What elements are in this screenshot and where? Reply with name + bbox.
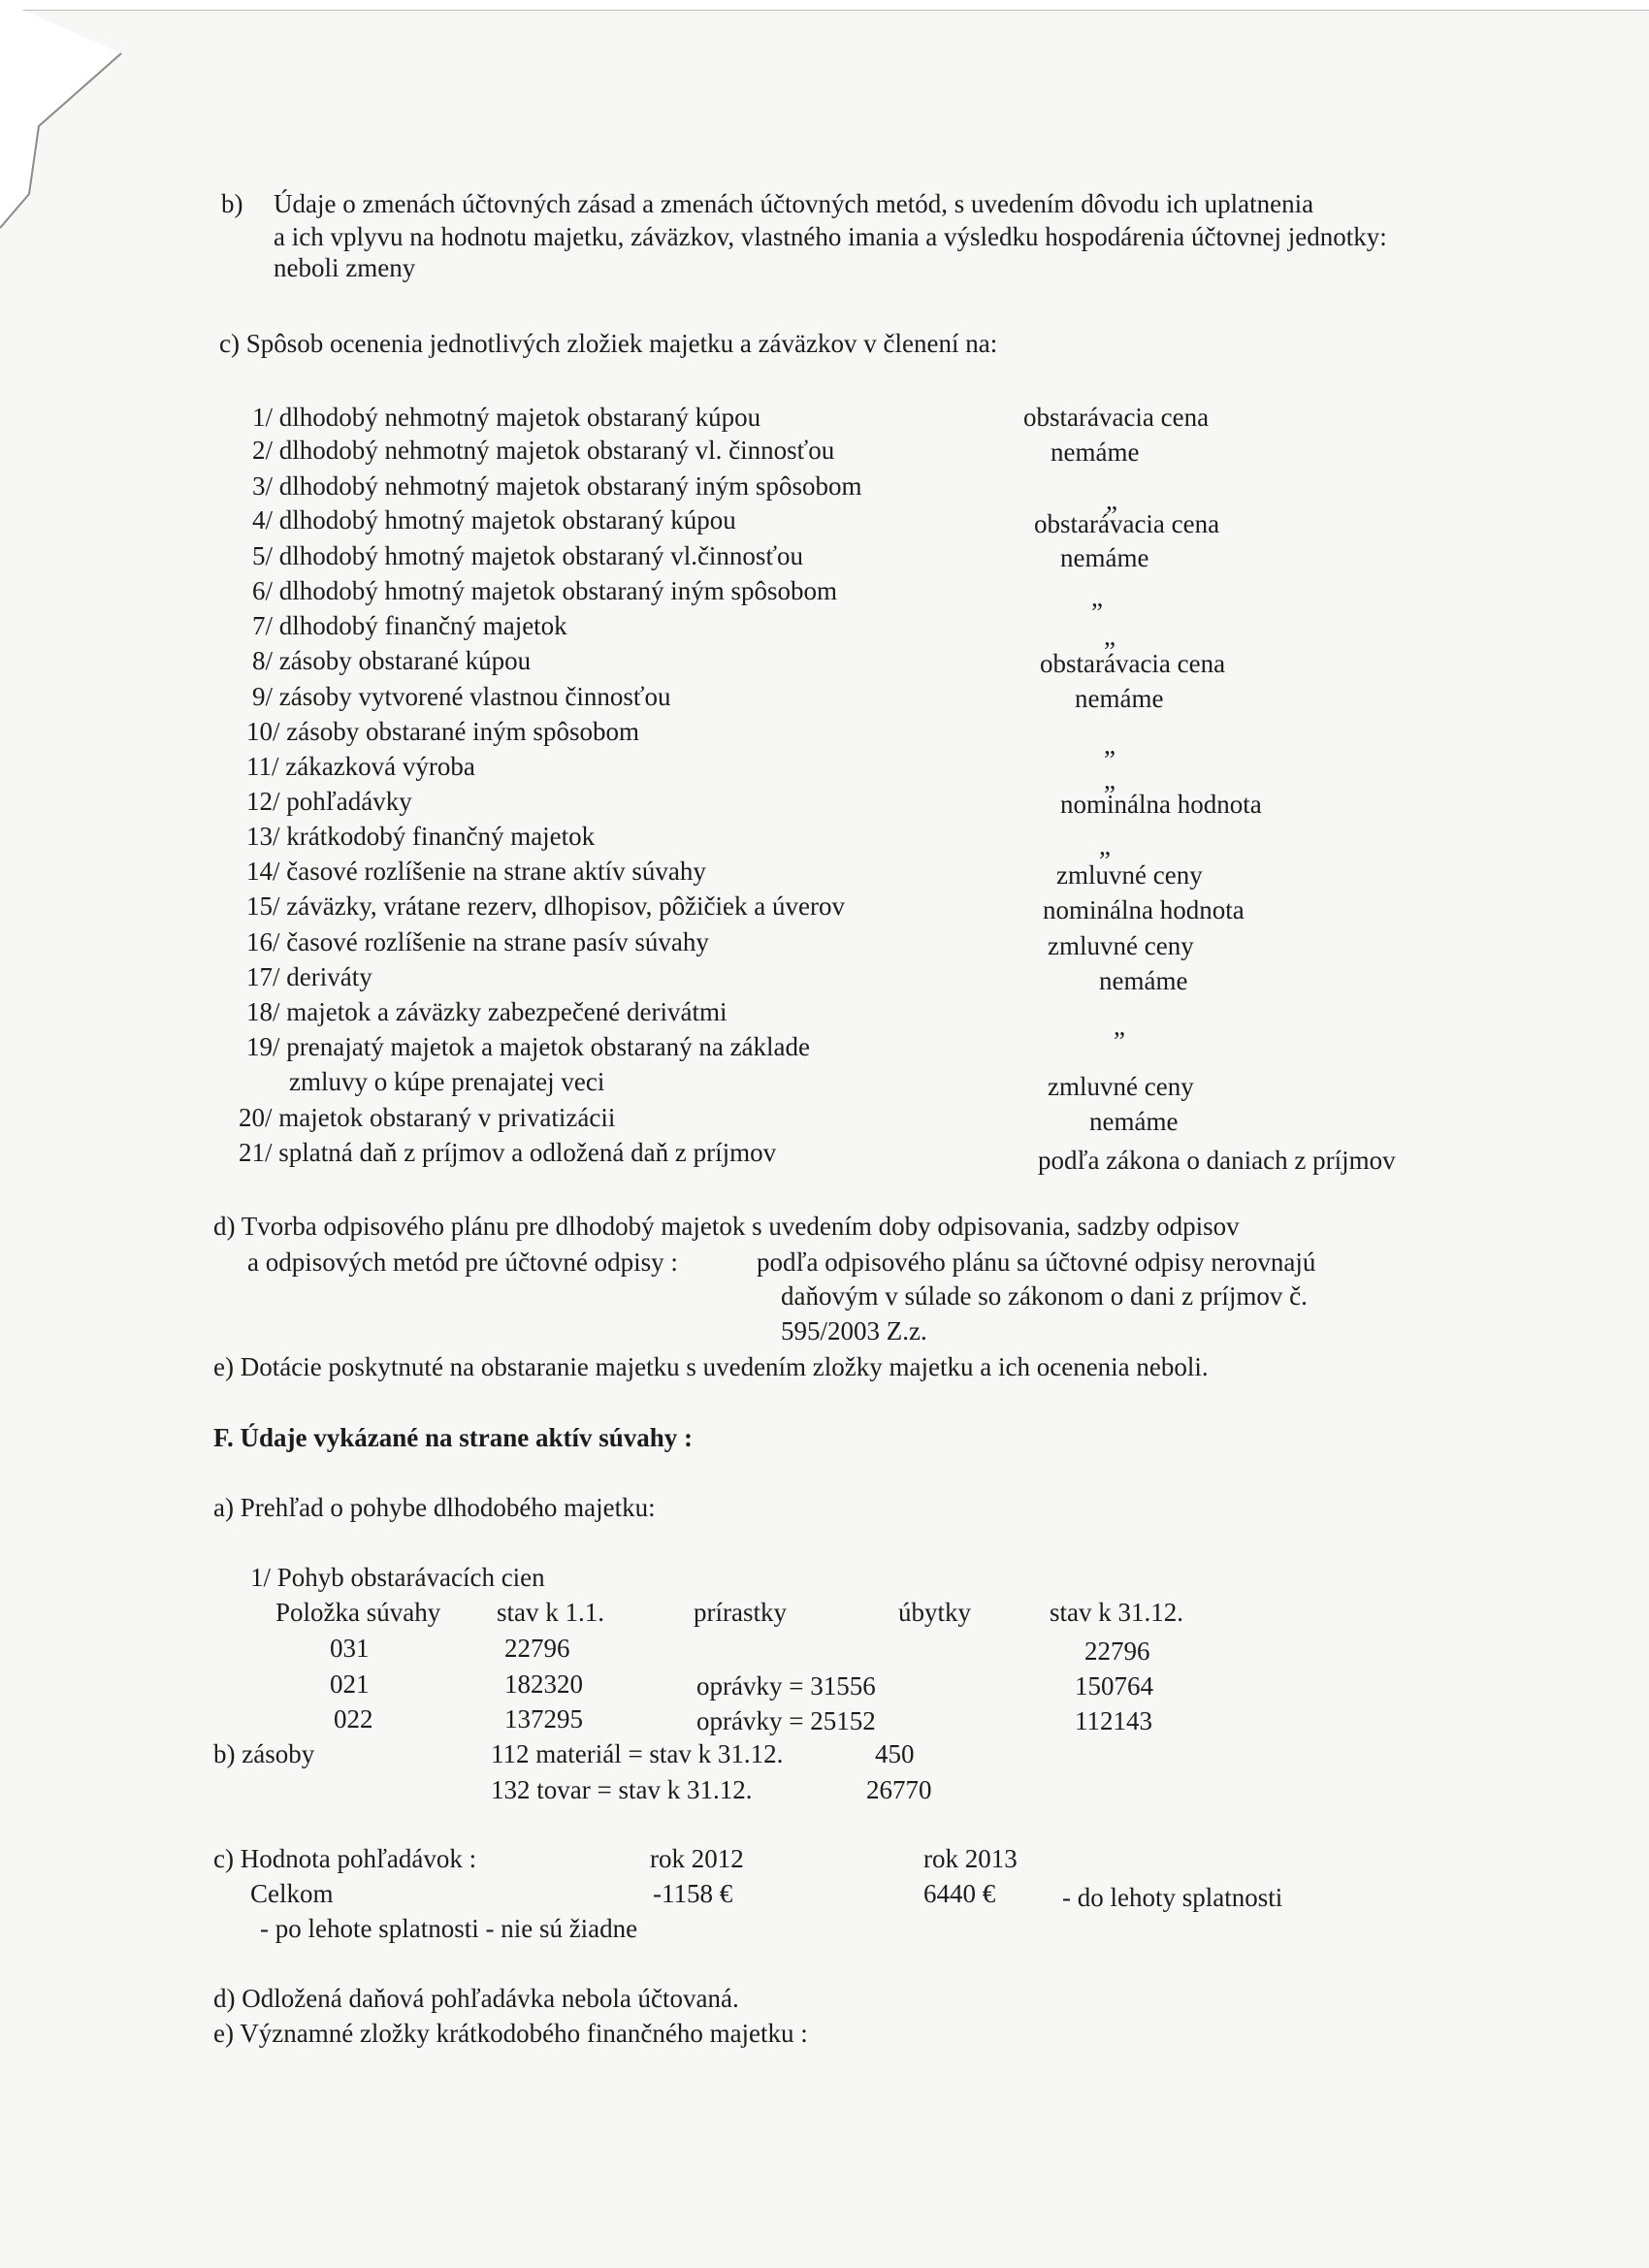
- valuation-item-value: nemáme: [1051, 437, 1140, 467]
- section-d-line1: d) Tvorba odpisového plánu pre dlhodobý majetok s uvedením doby odpisovania, sadzby odpisov: [213, 1212, 1240, 1241]
- scan-top-edge: [0, 0, 1649, 11]
- valuation-item-label: 13/ krátkodobý finančný majetok: [246, 822, 596, 851]
- valuation-item-label: 14/ časové rozlíšenie na strane aktív súvahy: [246, 857, 706, 886]
- table-cell-additions: oprávky = 31556: [696, 1671, 876, 1701]
- section-c-heading: c) Spôsob ocenenia jednotlivých zložiek majetku a záväzkov v členení na:: [219, 329, 998, 358]
- valuation-item-label: 9/ zásoby vytvorené vlastnou činnosťou: [252, 682, 671, 711]
- section-b-line3: neboli zmeny: [274, 253, 416, 282]
- zasoby-row-text: 132 tovar = stav k 31.12.: [491, 1775, 753, 1804]
- valuation-item-label: 18/ majetok a záväzky zabezpečené derivátmi: [246, 997, 728, 1026]
- section-b-label: b): [221, 189, 243, 218]
- zasoby-row-value: 26770: [866, 1775, 932, 1804]
- receivables-value-2012: -1158 €: [653, 1879, 733, 1908]
- valuation-item-value: „: [1104, 765, 1116, 794]
- table-header: úbytky: [898, 1598, 972, 1627]
- valuation-item-label: 16/ časové rozlíšenie na strane pasív súvahy: [246, 927, 709, 956]
- financial-assets-line: e) Významné zložky krátkodobého finančného majetku :: [213, 2019, 808, 2048]
- zasoby-row-text: 112 materiál = stav k 31.12.: [491, 1739, 784, 1768]
- valuation-item-label: 11/ zákazková výroba: [246, 752, 475, 781]
- valuation-item-value: „: [1114, 1012, 1125, 1041]
- valuation-item-value: „: [1091, 583, 1103, 612]
- receivables-overdue: - po lehote splatnosti - nie sú žiadne: [260, 1914, 638, 1943]
- valuation-item-label: 7/ dlhodobý finančný majetok: [252, 611, 567, 640]
- valuation-item-label: zmluvy o kúpe prenajatej veci: [289, 1067, 605, 1096]
- receivables-year-2013: rok 2013: [923, 1844, 1018, 1873]
- valuation-item-label: 3/ dlhodobý nehmotný majetok obstaraný iným spôsobom: [252, 471, 862, 501]
- valuation-item-label: 21/ splatná daň z príjmov a odložená daň z príjmov: [239, 1138, 777, 1167]
- receivables-value-2013: 6440 €: [923, 1879, 996, 1908]
- valuation-item-value: nominálna hodnota: [1060, 790, 1262, 819]
- valuation-item-label: 17/ deriváty: [246, 962, 372, 991]
- table-cell-end: 150764: [1075, 1671, 1153, 1701]
- table-cell-item: 031: [330, 1634, 370, 1663]
- valuation-item-value: „: [1104, 622, 1116, 651]
- valuation-item-label: 12/ pohľadávky: [246, 787, 412, 816]
- section-d-line2b: podľa odpisového plánu sa účtovné odpisy nerovnajú: [757, 1247, 1316, 1277]
- table-cell-end: 112143: [1075, 1706, 1152, 1735]
- receivables-label: c) Hodnota pohľadávok :: [213, 1844, 477, 1873]
- receivables-total-label: Celkom: [250, 1879, 334, 1908]
- valuation-item-label: 8/ zásoby obstarané kúpou: [252, 646, 532, 675]
- table-cell-item: 021: [330, 1669, 370, 1699]
- valuation-item-value: nemáme: [1089, 1107, 1179, 1136]
- valuation-item-value: nemáme: [1075, 684, 1164, 713]
- table-cell-start: 22796: [504, 1634, 570, 1663]
- valuation-item-label: 5/ dlhodobý hmotný majetok obstaraný vl.činnosťou: [252, 541, 803, 570]
- valuation-item-label: 10/ zásoby obstarané iným spôsobom: [246, 717, 639, 746]
- table-header: prírastky: [694, 1598, 787, 1627]
- valuation-item-value: obstarávacia cena: [1023, 403, 1210, 432]
- deferred-tax-line: d) Odložená daňová pohľadávka nebola účtovaná.: [213, 1984, 739, 2013]
- table-cell-start: 182320: [504, 1669, 583, 1699]
- valuation-item-value: obstarávacia cena: [1040, 649, 1226, 678]
- valuation-item-label: 15/ záväzky, vrátane rezerv, dlhopisov, pôžičiek a úverov: [246, 891, 845, 921]
- receivables-year-2012: rok 2012: [650, 1844, 744, 1873]
- valuation-item-value: „: [1099, 831, 1111, 860]
- zasoby-label: b) zásoby: [213, 1739, 315, 1768]
- valuation-item-value: nemáme: [1060, 543, 1149, 572]
- valuation-item-label: 20/ majetok obstaraný v privatizácii: [239, 1103, 616, 1132]
- valuation-item-label: 6/ dlhodobý hmotný majetok obstaraný iným spôsobom: [252, 576, 837, 605]
- section-e-line: e) Dotácie poskytnuté na obstaranie majetku s uvedením zložky majetku a ich ocenenia neboli.: [213, 1352, 1209, 1381]
- valuation-item-value: zmluvné ceny: [1048, 1072, 1194, 1101]
- section-F-heading: F. Údaje vykázané na strane aktív súvahy :: [213, 1423, 694, 1452]
- section-b-line1: Údaje o zmenách účtovných zásad a zmenách účtovných metód, s uvedením dôvodu ich uplatnenia: [274, 189, 1314, 218]
- valuation-item-value: zmluvné ceny: [1056, 860, 1203, 890]
- valuation-item-value: nominálna hodnota: [1043, 895, 1245, 924]
- valuation-item-value: obstarávacia cena: [1034, 509, 1220, 538]
- scan-corner-fold: [0, 0, 136, 233]
- valuation-item-value: „: [1106, 486, 1117, 515]
- valuation-item-value: zmluvné ceny: [1048, 931, 1194, 960]
- table-cell-start: 137295: [504, 1704, 583, 1733]
- section-d-line3: daňovým v súlade so zákonom o dani z príjmov č.: [781, 1281, 1308, 1311]
- zasoby-row-value: 450: [875, 1739, 915, 1768]
- valuation-item-value: nemáme: [1099, 966, 1188, 995]
- valuation-item-value: podľa zákona o daniach z príjmov: [1038, 1146, 1396, 1175]
- table-header: stav k 1.1.: [497, 1598, 604, 1627]
- table-header: Položka súvahy: [275, 1598, 441, 1627]
- table-header: stav k 31.12.: [1050, 1598, 1183, 1627]
- section-F-a-heading: a) Prehľad o pohybe dlhodobého majetku:: [213, 1493, 656, 1522]
- section-d-line2: a odpisových metód pre účtovné odpisy :: [247, 1247, 678, 1277]
- table-cell-item: 022: [334, 1704, 373, 1733]
- section-b-line2: a ich vplyvu na hodnotu majetku, záväzkov, vlastného imania a výsledku hospodárenia účtovnej jednotky:: [274, 222, 1387, 251]
- receivables-note: - do lehoty splatnosti: [1062, 1883, 1283, 1912]
- valuation-item-label: 4/ dlhodobý hmotný majetok obstaraný kúpou: [252, 505, 736, 535]
- valuation-item-label: 19/ prenajatý majetok a majetok obstaraný na základe: [246, 1032, 811, 1061]
- valuation-item-label: 2/ dlhodobý nehmotný majetok obstaraný vl. činnosťou: [252, 436, 835, 465]
- table-cell-end: 22796: [1084, 1636, 1150, 1666]
- valuation-item-value: „: [1104, 730, 1116, 760]
- section-d-line4: 595/2003 Z.z.: [781, 1316, 927, 1345]
- valuation-item-label: 1/ dlhodobý nehmotný majetok obstaraný kúpou: [252, 403, 761, 432]
- table-cell-additions: oprávky = 25152: [696, 1706, 876, 1735]
- section-F-sub-heading: 1/ Pohyb obstarávacích cien: [250, 1563, 545, 1592]
